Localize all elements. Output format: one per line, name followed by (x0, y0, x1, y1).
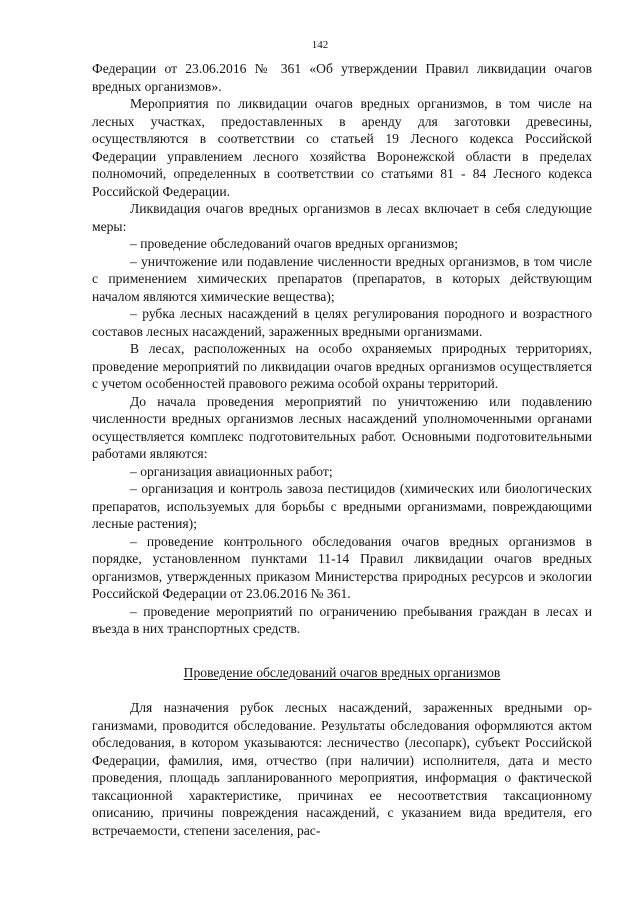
list-item: – организация и контроль завоза пестицидов (химических или биологических препаратов, используемых для борьбы с вредными организмами, повреждающими лесные растения); (92, 481, 592, 531)
list-item: – организация авиационных работ; (130, 463, 333, 479)
paragraph: Ликвидация очагов вредных организмов в лесах включает в себя следующие меры: (92, 201, 592, 234)
paragraph: В лесах, расположенных на особо охраняемых природных территориях, проведение мероприятий по ликвидации очагов вредных организмов осуществляется с учетом особенностей правового режима особой охраны территорий. (92, 341, 592, 391)
section-heading-text: Проведение обследований очагов вредных организмов (183, 665, 501, 680)
list-item: – проведение обследований очагов вредных организмов; (130, 236, 459, 251)
paragraph: Для назначения рубок лесных насаждений, зараженных вредными организмами, проводится обследование. Результаты обследования оформляются актом обследования, в котором указываются: лесничество (лесопарк), субъект Российской Федерации, фамилия, имя, отчество (при наличии) исполнителя, дата и место проведения, площадь запланированного мероприятия, информация о фактической таксационной характеристике, причинах ее несоответствия таксационному описанию, причины повреждения насаждений, с указанием вида вредителя, его встречаемости, степени заселения, рас- (92, 700, 592, 838)
paragraph-continuation: Федерации от 23.06.2016 № 361 «Об утверждении Правил ликвидации очагов вредных организмов». (92, 61, 592, 94)
paragraph: Мероприятия по ликвидации очагов вредных организмов, в том числе на лесных участках, предоставленных в аренду для заготовки древесины, осуществляются в соответствии со статьей 19 Лесного кодекса Российской Федерации управлением лесного хозяйства Воронежской области в пределах полномочий, определенных в соответствии со статьями 81 - 84 Лесного кодекса Российской Федерации. (92, 96, 592, 199)
body-text-top (92, 60, 592, 638)
section-heading (92, 664, 592, 682)
list-item: – уничтожение или подавление численности вредных организмов, в том числе с применением химических препаратов (препаратов, в которых действующим началом являются химические вещества); (92, 253, 592, 304)
list-item: – проведение мероприятий по ограничению пребывания граждан в лесах и въезда в них транспортных средств. (92, 603, 592, 636)
body-text-bottom (92, 699, 592, 839)
paragraph: До начала проведения мероприятий по уничтожению или подавлению численности вредных организмов лесных насаждений уполномоченными органами осуществляется комплекс подготовительных работ. Основными подготовительными работами являются: (92, 393, 592, 461)
page-number: 142 (311, 39, 329, 51)
list-item: – рубка лесных насаждений в целях регулирования породного и возрастного составов лесных насаждений, зараженных вредными организмами. (92, 306, 592, 339)
list-item: – проведение контрольного обследования очагов вредных организмов в порядке, установленном пунктами 11-14 Правил ликвидации очагов вредных организмов, утвержденных приказом Министерства природных ресурсов и экологии Российской Федерации от 23.06.2016 № 361. (92, 533, 592, 601)
